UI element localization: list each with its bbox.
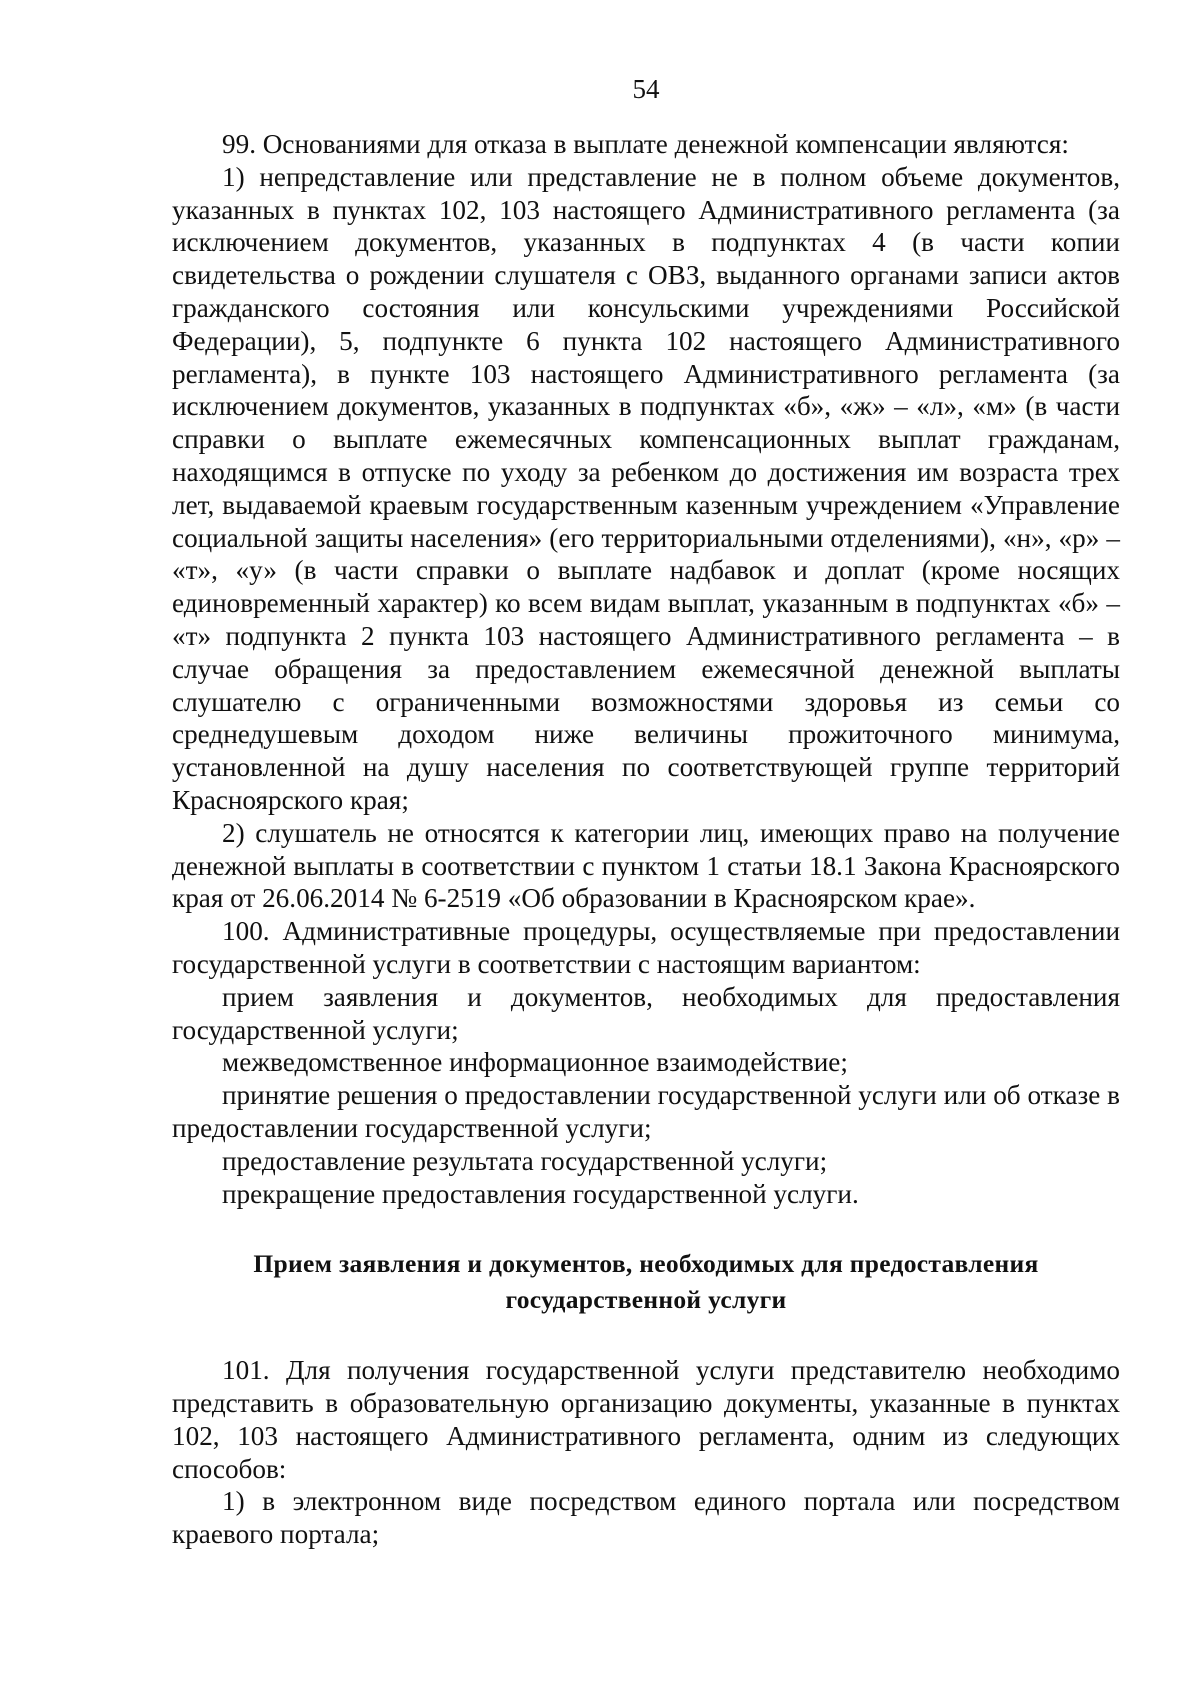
procedure-item-5: прекращение предоставления государственной услуги. bbox=[222, 1178, 859, 1209]
document-page bbox=[172, 72, 1120, 1551]
procedure-item-4: предоставление результата государственной услуги; bbox=[222, 1145, 828, 1176]
paragraph-99-item-1: 1) непредставление или представление не в полном объеме документов, указанных в пунктах 102, 103 настоящего Административного регламента (за исключением документов, указанных в подпунктах 4 (в части копии свидетельства о рождении слушателя с ОВЗ, выданного органами записи актов гражданского состояния или консульскими учреждениями Российской Федерации), 5, подпункте 6 пункта 102 настоящего Административного регламента), в пункте 103 настоящего Административного регламента (за исключением документов, указанных в подпунктах «б», «ж» – «л», «м» (в части справки о выплате ежемесячных компенсационных выплат гражданам, находящимся в отпуске по уходу за ребенком до достижения им возраста трех лет, выдаваемой краевым государственным казенным учреждением «Управление социальной защиты населения» (его территориальными отделениями), «н», «р» – «т», «у» (в части справки о выплате надбавок и доплат (кроме носящих единовременный характер) ко всем видам выплат, указанным в подпунктах «б» – «т» подпункта 2 пункта 103 настоящего Административного регламента – в случае обращения за предоставлением ежемесячной денежной выплаты слушателю с ограниченными возможностями здоровья из семьи со среднедушевым доходом ниже величины прожиточного минимума, установленной на душу населения по соответствующей группе территорий Красноярского края; bbox=[172, 161, 1120, 815]
procedure-item-3: принятие решения о предоставлении государственной услуги или об отказе в предоставлении государственной услуги; bbox=[172, 1080, 1120, 1143]
paragraph-100: 100. Административные процедуры, осуществляемые при предоставлении государственной услуги в соответствии с настоящим вариантом: bbox=[172, 916, 1120, 979]
paragraph-101: 101. Для получения государственной услуги представителю необходимо представить в образовательную организацию документы, указанные в пунктах 102, 103 настоящего Административного регламента, одним из следующих способов: bbox=[172, 1355, 1120, 1484]
paragraph-99-item-2: 2) слушатель не относятся к категории лиц, имеющих право на получение денежной выплаты в соответствии с пунктом 1 статьи 18.1 Закона Красноярского края от 26.06.2014 № 6-2519 «Об образовании в Красноярском крае». bbox=[172, 817, 1120, 914]
page-number: 54 bbox=[632, 74, 660, 104]
section-heading: Прием заявления и документов, необходимых для предоставления государственной услуги bbox=[253, 1249, 1039, 1315]
paragraph-99: 99. Основаниями для отказа в выплате денежной компенсации являются: bbox=[222, 129, 1069, 159]
procedure-item-1: прием заявления и документов, необходимых для предоставления государственной услуги; bbox=[172, 981, 1120, 1045]
paragraph-101-item-1: 1) в электронном виде посредством единого портала или посредством краевого портала; bbox=[172, 1486, 1120, 1550]
procedure-item-2: межведомственное информационное взаимодействие; bbox=[222, 1047, 848, 1078]
